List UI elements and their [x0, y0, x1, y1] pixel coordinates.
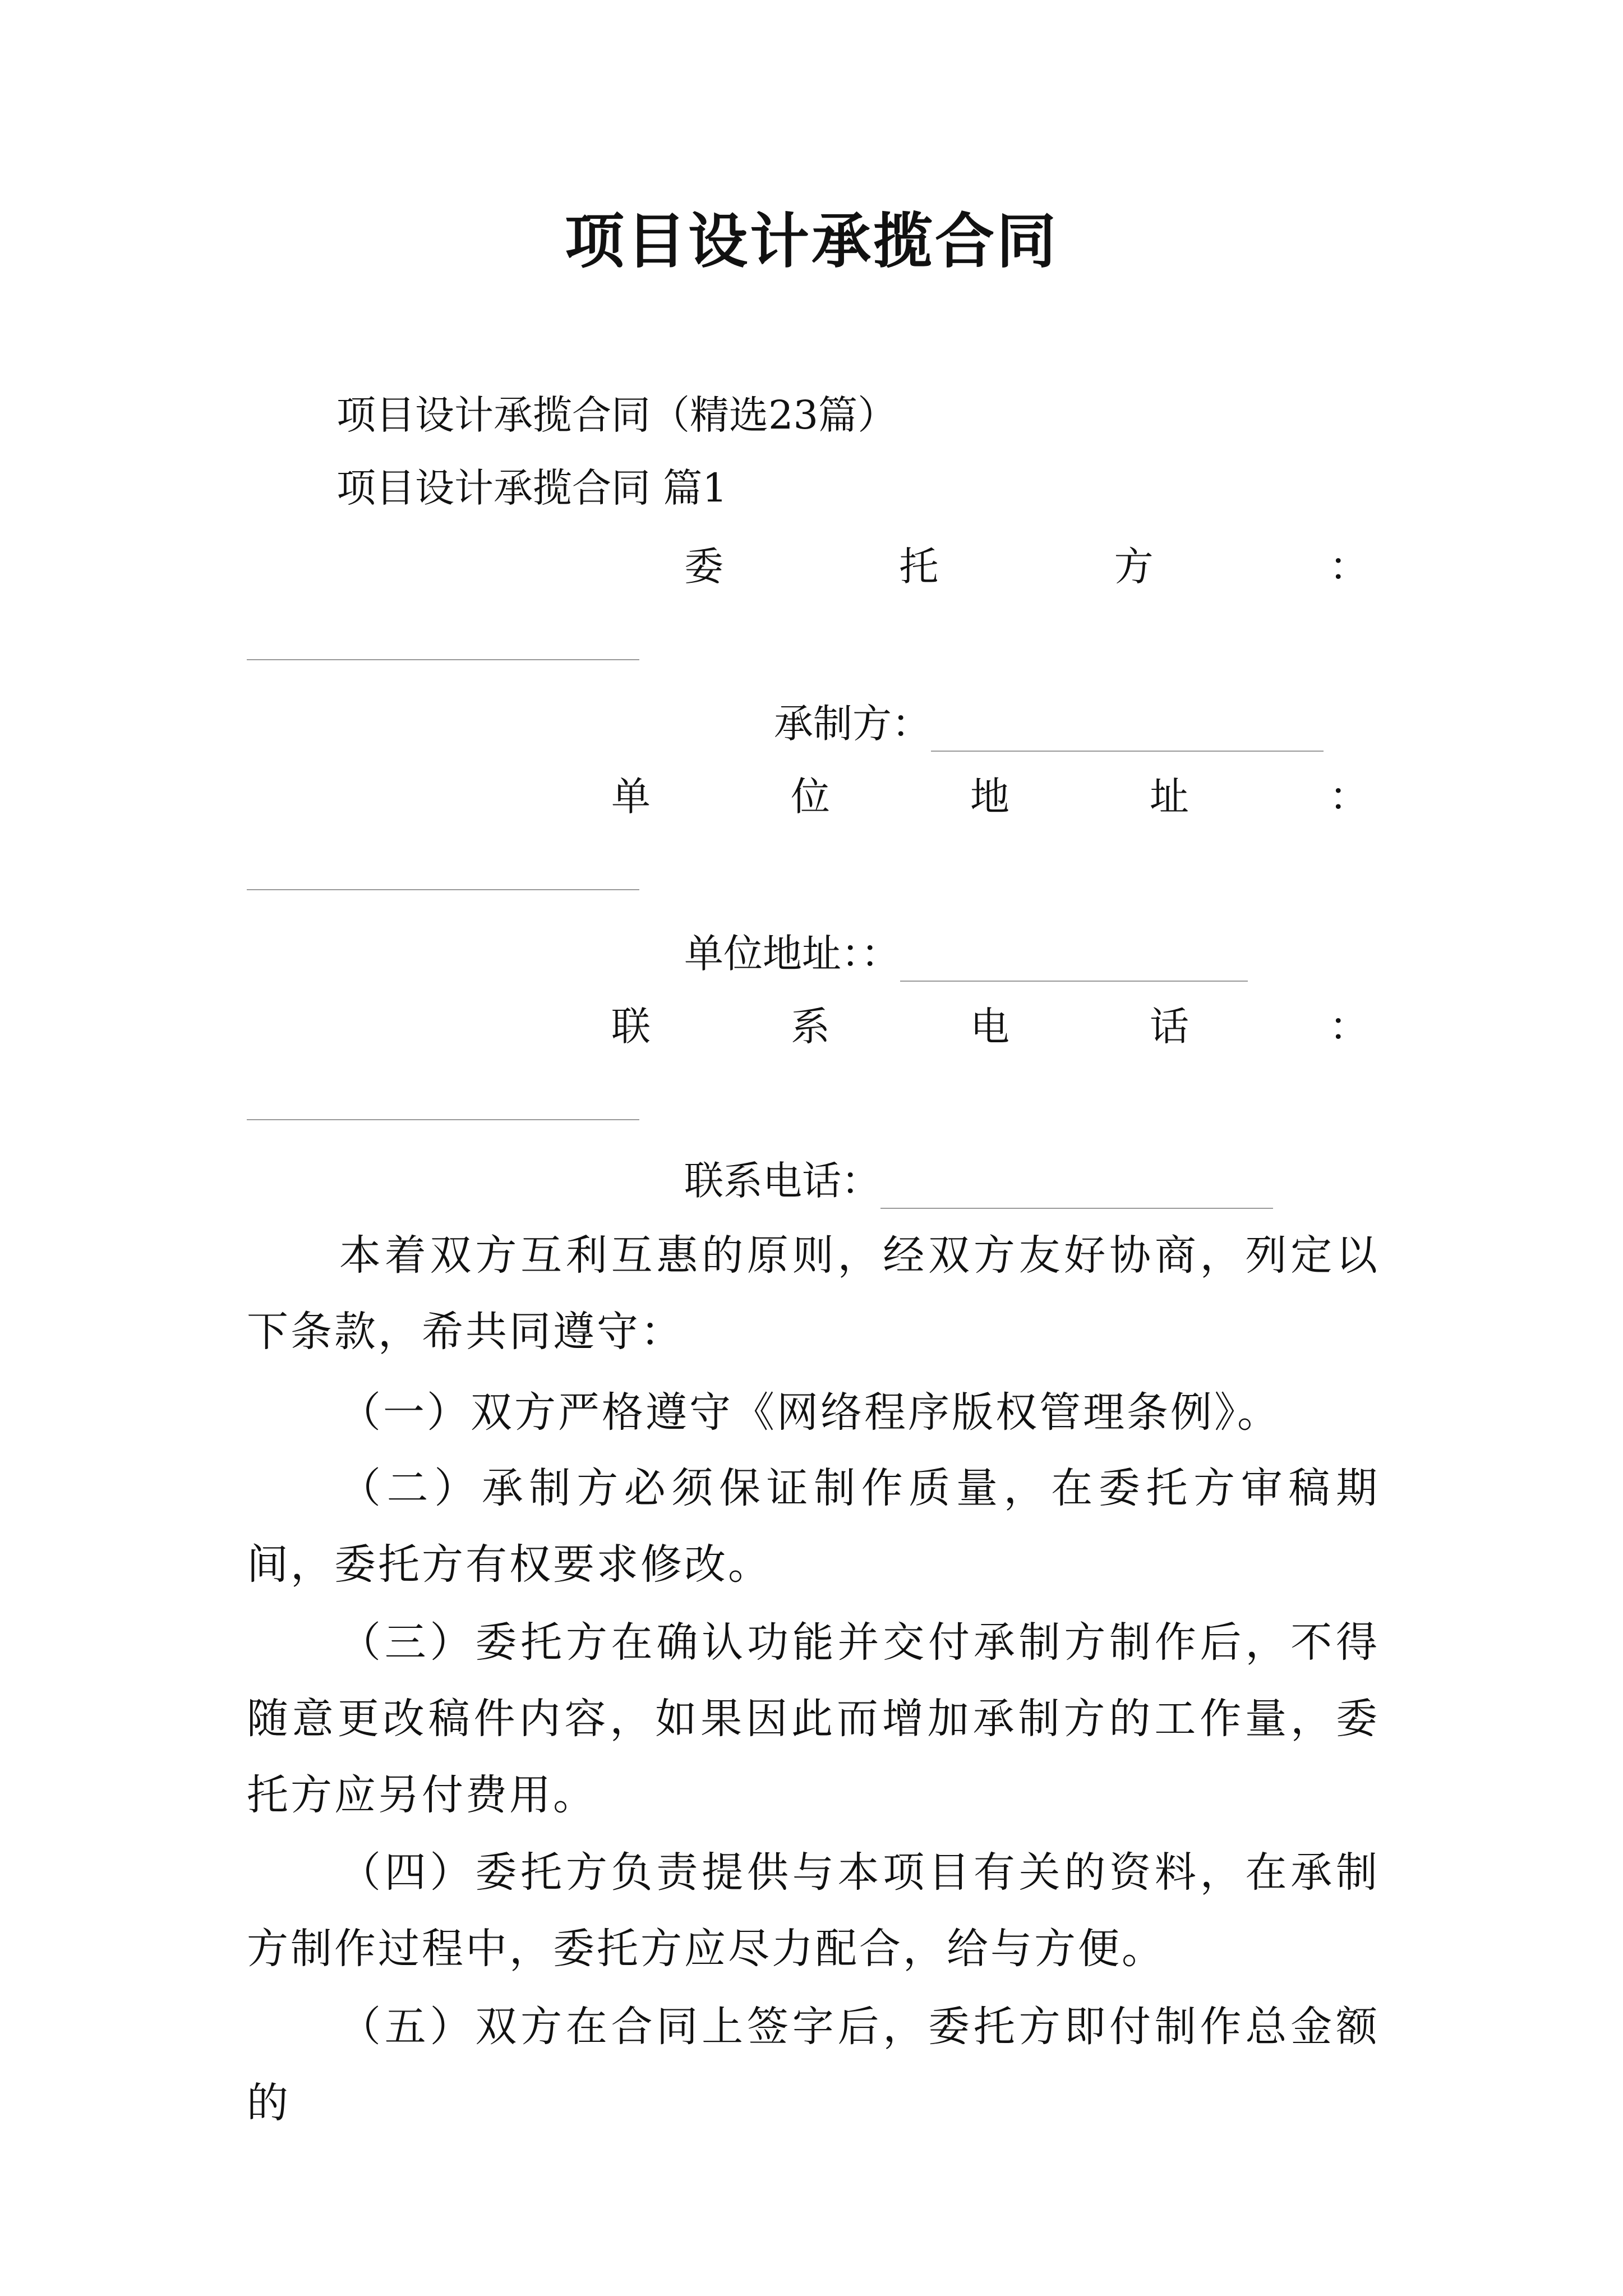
client-label-char: 托 — [899, 544, 939, 590]
client-label-char: 委 — [684, 544, 723, 590]
paragraph: 本着双方互利互惠的原则，经双方友好协商，列定以下条款，希共同遵守： — [247, 1231, 1380, 1356]
phone-label-char: 电 — [970, 1004, 1009, 1050]
address-label-char: 单 — [611, 774, 651, 820]
address-blank-line-2 — [900, 947, 1248, 982]
contractor-row — [774, 696, 1324, 752]
phone-label-2: 联系电话： — [684, 1158, 880, 1204]
phone-label-char: 系 — [791, 1004, 830, 1050]
client-label-char: 方 — [1114, 544, 1154, 590]
document-title: 项目设计承揽合同 — [565, 206, 1058, 276]
paragraph: （四）委托方负责提供与本项目有关的资料，在承制方制作过程中，委托方应尽力配合，给与方便。 — [247, 1848, 1380, 1973]
phone-label-char: 联 — [611, 1004, 651, 1050]
paragraph: （二）承制方必须保证制作质量，在委托方审稿期间，委托方有权要求修改。 — [247, 1464, 1380, 1589]
contractor-blank-line — [931, 717, 1324, 752]
address-label-char: 址 — [1150, 774, 1189, 820]
subtitle: 项目设计承揽合同（精选23篇） — [336, 392, 897, 438]
paragraph: （一）双方严格遵守《网络程序版权管理条例》。 — [339, 1388, 1281, 1437]
address-label-char: 地 — [970, 774, 1009, 820]
address-label-char: 位 — [791, 774, 830, 820]
phone-blank-line — [247, 1119, 639, 1120]
address-label — [611, 769, 1368, 825]
contractor-label: 承制方： — [774, 701, 931, 747]
client-label-char: ： — [1329, 544, 1368, 590]
phone-blank-line-2 — [880, 1174, 1273, 1209]
address-label-char: ： — [1329, 774, 1368, 820]
address-blank-line — [247, 889, 639, 890]
address-row-2 — [684, 926, 1248, 982]
phone-label — [611, 999, 1368, 1055]
address-label-2: 单位地址：： — [684, 931, 900, 977]
phone-row-2 — [684, 1153, 1273, 1209]
phone-label-char: ： — [1329, 1004, 1368, 1050]
client-blank-line — [247, 659, 639, 660]
client-label — [684, 539, 1368, 595]
phone-label-char: 话 — [1150, 1004, 1189, 1050]
paragraph: （五）双方在合同上签字后，委托方即付制作总金额的 — [247, 2003, 1380, 2127]
section-heading: 项目设计承揽合同 篇1 — [336, 465, 727, 511]
paragraph: （三）委托方在确认功能并交付承制方制作后，不得随意更改稿件内容，如果因此而增加承制方的工作量，委托方应另付费用。 — [247, 1618, 1380, 1819]
